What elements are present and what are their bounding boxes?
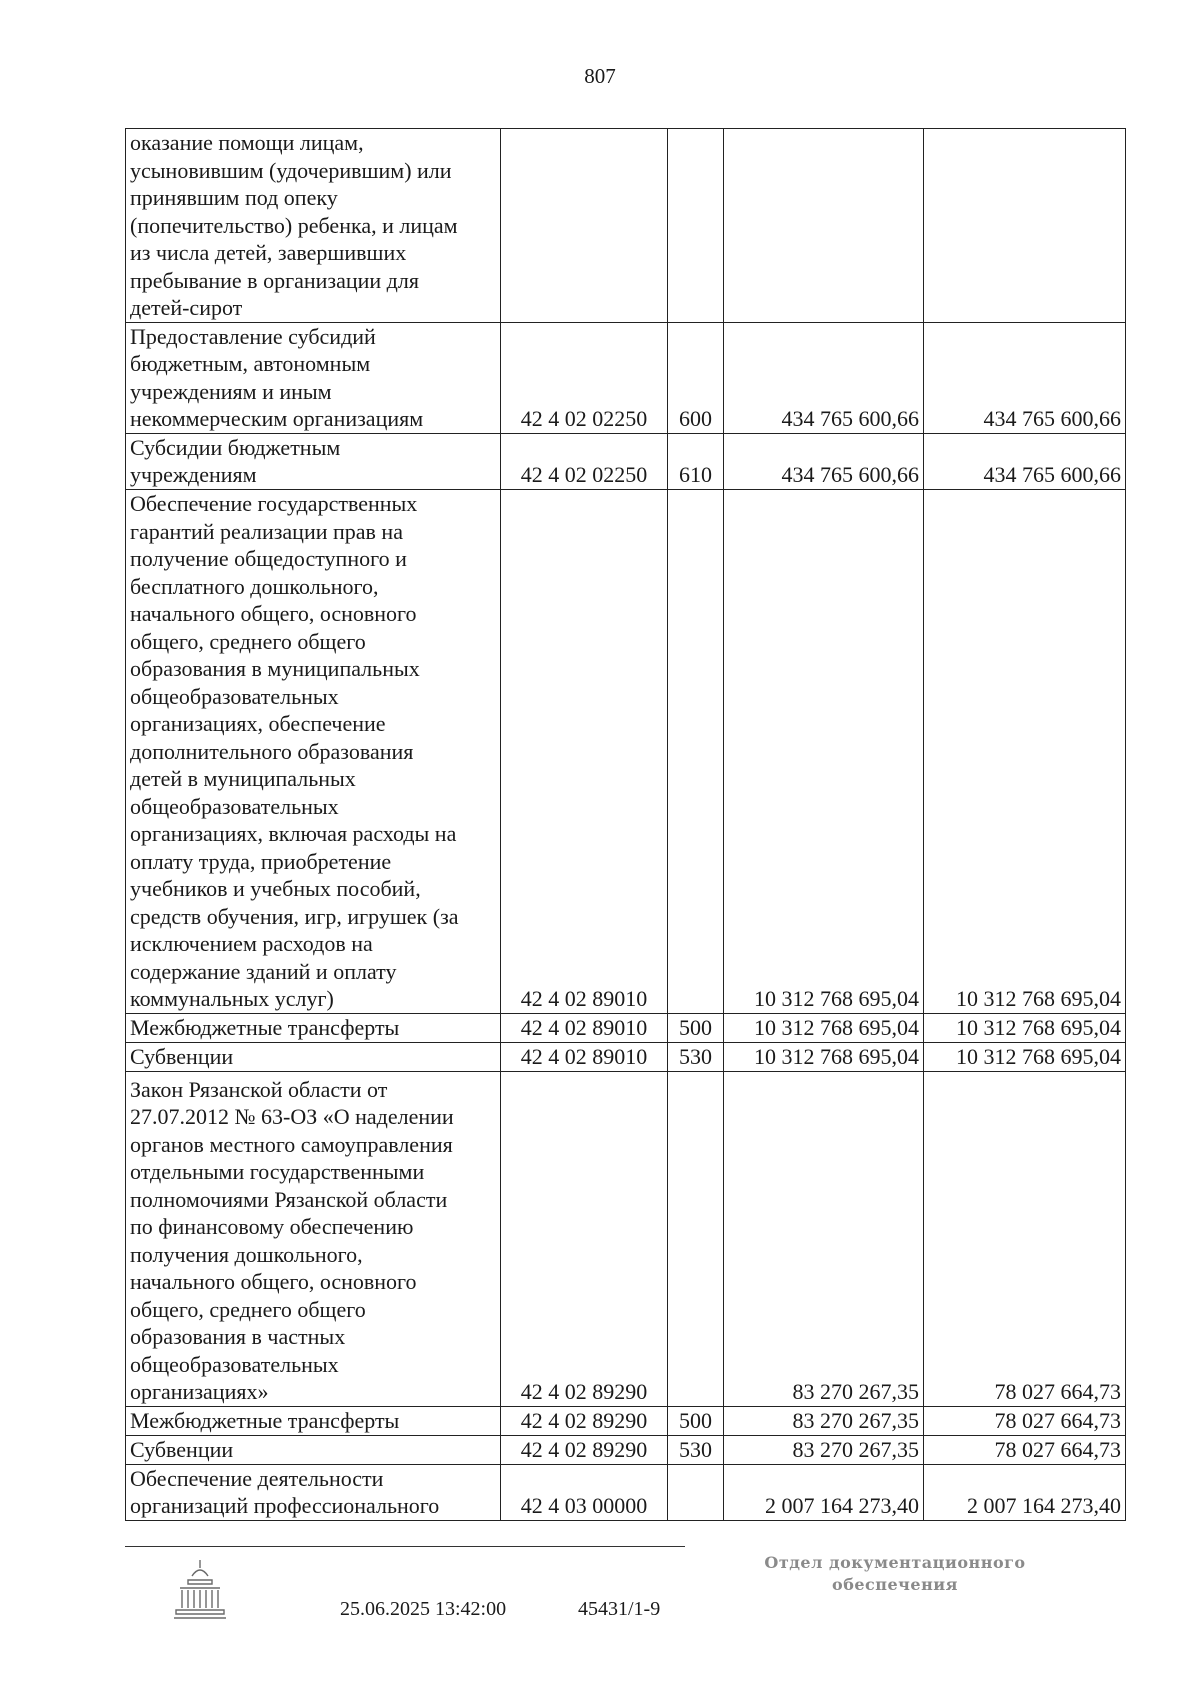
footer-divider xyxy=(125,1546,685,1547)
row-code: 42 4 02 02250 xyxy=(501,433,668,489)
row-amount-2: 78 027 664,73 xyxy=(924,1071,1126,1406)
row-code: 42 4 02 89290 xyxy=(501,1071,668,1406)
row-amount-1 xyxy=(724,129,924,323)
row-amount-1: 83 270 267,35 xyxy=(724,1435,924,1464)
row-amount-1: 10 312 768 695,04 xyxy=(724,489,924,1013)
table-row xyxy=(126,1071,1126,1406)
row-amount-2: 78 027 664,73 xyxy=(924,1406,1126,1435)
row-description: Субвенции xyxy=(126,1042,501,1071)
row-amount-2 xyxy=(924,129,1126,323)
table-row xyxy=(126,1406,1126,1435)
row-code: 42 4 02 89010 xyxy=(501,1042,668,1071)
stamp-line-2: обеспечения xyxy=(832,1575,958,1594)
row-amount-1: 10 312 768 695,04 xyxy=(724,1042,924,1071)
table-row xyxy=(126,433,1126,489)
budget-table xyxy=(125,128,1126,1521)
row-description: Межбюджетные трансферты xyxy=(126,1013,501,1042)
row-type: 500 xyxy=(668,1013,724,1042)
row-amount-1: 10 312 768 695,04 xyxy=(724,1013,924,1042)
row-type xyxy=(668,129,724,323)
row-type xyxy=(668,489,724,1013)
row-type xyxy=(668,1071,724,1406)
footer-doc-id: 45431/1-9 xyxy=(578,1598,661,1620)
row-amount-2: 78 027 664,73 xyxy=(924,1435,1126,1464)
row-amount-2: 10 312 768 695,04 xyxy=(924,1042,1126,1071)
row-description: Межбюджетные трансферты xyxy=(126,1406,501,1435)
row-amount-1: 2 007 164 273,40 xyxy=(724,1464,924,1520)
row-code: 42 4 02 02250 xyxy=(501,322,668,433)
row-amount-1: 434 765 600,66 xyxy=(724,433,924,489)
table-row xyxy=(126,489,1126,1013)
table-row xyxy=(126,1042,1126,1071)
row-description: Субсидии бюджетным учреждениям xyxy=(126,433,501,489)
row-type: 610 xyxy=(668,433,724,489)
table-row xyxy=(126,1464,1126,1520)
row-type: 530 xyxy=(668,1435,724,1464)
row-description: Закон Рязанской области от 27.07.2012 № 63-ОЗ «О наделении органов местного самоуправления отдельными государственными полномочиями Рязанской области по финансовому обеспечению получения дошкольного, начального общего, основного общего, среднего общего образования в частных общеобразовательных организациях» xyxy=(126,1071,501,1406)
table-row xyxy=(126,1435,1126,1464)
row-description: оказание помощи лицам, усыновившим (удочерившим) или принявшим под опеку (попечительство) ребенка, и лицам из числа детей, завершивших пребывание в организации для детей-сирот xyxy=(126,129,501,323)
row-description: Предоставление субсидий бюджетным, автономным учреждениям и иным некоммерческим организациям xyxy=(126,322,501,433)
table-row xyxy=(126,129,1126,323)
row-code: 42 4 02 89010 xyxy=(501,1013,668,1042)
row-amount-2: 434 765 600,66 xyxy=(924,433,1126,489)
row-description: Обеспечение деятельности организаций профессионального xyxy=(126,1464,501,1520)
row-amount-2: 10 312 768 695,04 xyxy=(924,489,1126,1013)
row-type xyxy=(668,1464,724,1520)
row-description: Субвенции xyxy=(126,1435,501,1464)
row-type: 600 xyxy=(668,322,724,433)
row-type: 500 xyxy=(668,1406,724,1435)
department-stamp xyxy=(725,1552,1065,1596)
page-number: 807 xyxy=(584,64,616,88)
footer-datetime: 25.06.2025 13:42:00 xyxy=(340,1598,507,1620)
row-description: Обеспечение государственных гарантий реализации прав на получение общедоступного и бесплатного дошкольного, начального общего, основного общего, среднего общего образования в муниципальных общеобразовательных организациях, обеспечение дополнительного образования детей в муниципальных общеобразовательных организациях, включая расходы на оплату труда, приобретение учебников и учебных пособий, средств обучения, игр, игрушек (за исключением расходов на содержание зданий и оплату коммунальных услуг) xyxy=(126,489,501,1013)
row-amount-1: 83 270 267,35 xyxy=(724,1406,924,1435)
row-code: 42 4 02 89290 xyxy=(501,1435,668,1464)
row-amount-2: 434 765 600,66 xyxy=(924,322,1126,433)
stamp-line-1: Отдел документационного xyxy=(764,1553,1026,1572)
table-row xyxy=(126,1013,1126,1042)
row-amount-2: 2 007 164 273,40 xyxy=(924,1464,1126,1520)
row-amount-1: 434 765 600,66 xyxy=(724,322,924,433)
row-amount-2: 10 312 768 695,04 xyxy=(924,1013,1126,1042)
row-amount-1: 83 270 267,35 xyxy=(724,1071,924,1406)
row-code: 42 4 02 89290 xyxy=(501,1406,668,1435)
row-code: 42 4 03 00000 xyxy=(501,1464,668,1520)
row-code xyxy=(501,129,668,323)
table-row xyxy=(126,322,1126,433)
row-type: 530 xyxy=(668,1042,724,1071)
row-code: 42 4 02 89010 xyxy=(501,489,668,1013)
duma-building-logo-icon xyxy=(170,1554,230,1624)
